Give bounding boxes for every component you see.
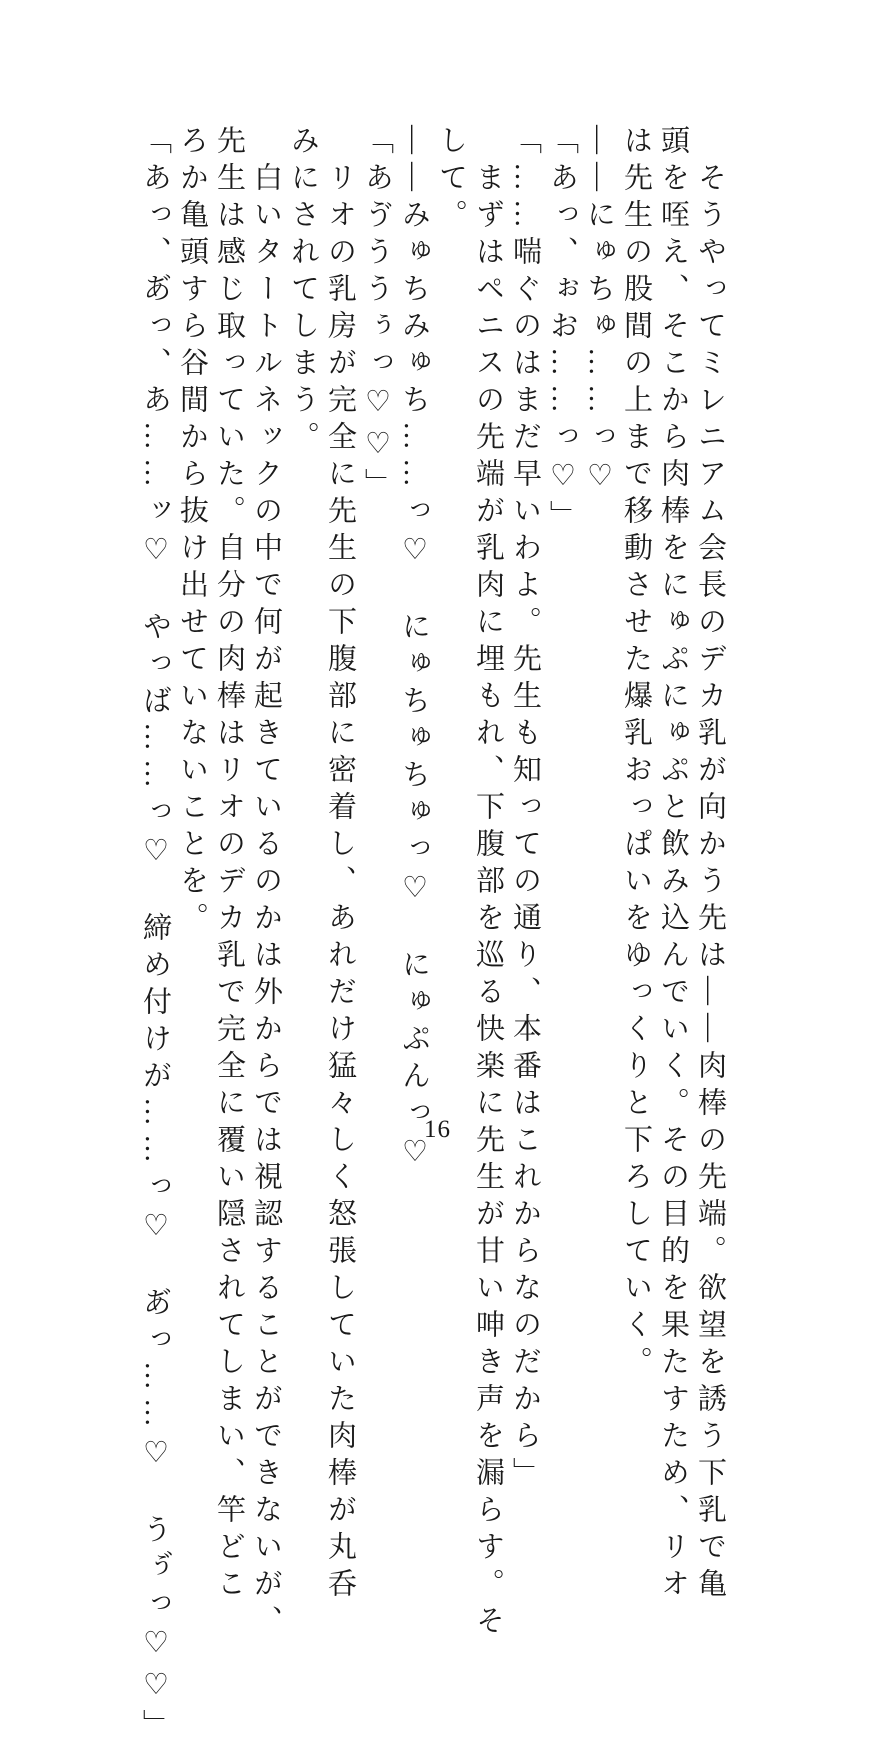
page-number: 16 [424, 1116, 451, 1143]
heart-glyph: ♡ [139, 1667, 171, 1709]
heart-glyph: ♡ [546, 458, 578, 500]
text-column-7: まずはペニスの先端が乳肉に埋もれ、下腹部を巡る快楽に先生が甘い呻き声を漏らす。そ [472, 162, 504, 1642]
text-column-12: みにされてしまう。 [287, 125, 319, 458]
text-column-5: 「あっ、ぉお……っ♡」 [546, 125, 578, 537]
text-column-10: 「あゔううぅっ♡♡」 [361, 125, 393, 505]
text-column-14: 先生は感じ取っていた。自分の肉棒はリオのデカ乳で完全に覆い隠されてしまい、竿どこ [213, 125, 245, 1605]
text-column-2: 頭を咥え、そこから肉棒をにゅぷにゅぷと飲み込んでいく。その目的を果たすため、リオ [657, 125, 689, 1605]
heart-glyph: ♡ [139, 532, 171, 574]
text-column-4: ――にゅちゅ……っ♡ [583, 125, 615, 500]
text-column-9: ――みゅちみゅち……っ♡ にゅちゅちゅっ♡ にゅぷんっ♡ [398, 125, 430, 1176]
heart-glyph: ♡ [139, 833, 171, 875]
text-column-3: は先生の股間の上まで移動させた爆乳おっぱいをゆっくりと下ろしていく。 [620, 125, 652, 1383]
heart-glyph: ♡ [398, 1134, 430, 1176]
text-column-13: 白いタートルネックの中で何が起きているのかは外からでは視認することができないが、 [250, 162, 282, 1642]
heart-glyph: ♡ [361, 384, 393, 426]
heart-glyph: ♡ [398, 870, 430, 912]
text-column-16: 「あっ、あ゙っ、あ……ッ♡ やっば……っ♡ 締め付けが……っ♡ あ゙っ……♡ うぅ゙っ♡♡」 [139, 125, 171, 1746]
text-column-15: ろか亀頭すら谷間から抜け出せていないことを。 [176, 125, 208, 939]
text-column-1: そうやってミレニアム会長のデカ乳が向かう先は――肉棒の先端。欲望を誘う下乳で亀 [694, 162, 726, 1605]
text-column-8: して。 [435, 125, 467, 236]
heart-glyph: ♡ [139, 1625, 171, 1667]
text-column-6: 「……喘ぐのはまだ早いわよ。先生も知っての通り、本番はこれからなのだから」 [509, 125, 541, 1494]
heart-glyph: ♡ [583, 458, 615, 500]
heart-glyph: ♡ [361, 426, 393, 468]
heart-glyph: ♡ [139, 1208, 171, 1250]
heart-glyph: ♡ [398, 532, 430, 574]
heart-glyph: ♡ [139, 1435, 171, 1477]
text-column-11: リオの乳房が完全に先生の下腹部に密着し、あれだけ猛々しく怒張していた肉棒が丸呑 [324, 162, 356, 1605]
